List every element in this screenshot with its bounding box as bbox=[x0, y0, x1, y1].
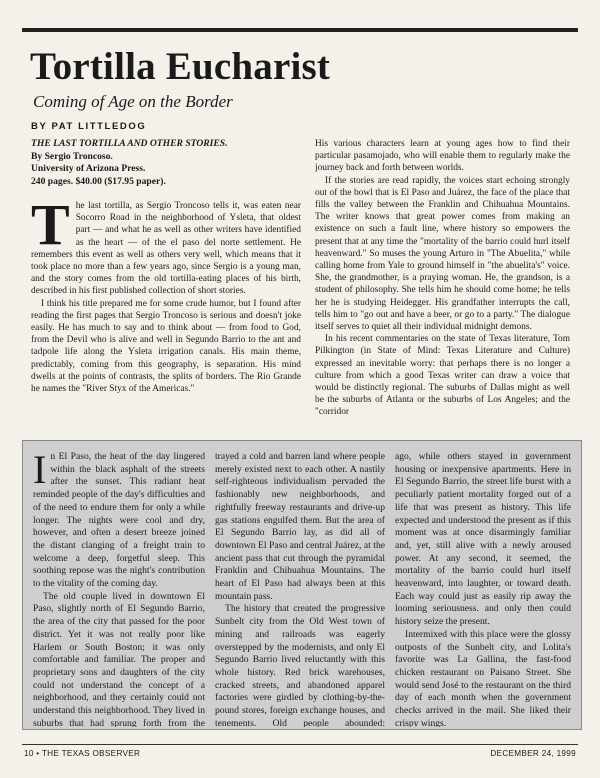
article-paragraph: The last tortilla, as Sergio Troncoso tells it, was eaten near Socorro Road in the neighborhood of Ysleta, that oldest part — and what he as well as other writers have identified as the heart — of the el paso del norte settlement. He remembers this event as well as others very well, which means that it took place no more than a few years ago, since Sergio is a young man, and the story comes from the old tortilla-eating places of his birth, described in his first published collection of short stories. bbox=[31, 200, 301, 297]
book-details: 240 pages. $40.00 ($17.95 paper). bbox=[31, 175, 166, 187]
sidebar-drop-cap: I bbox=[33, 451, 47, 492]
article-paragraph: In his recent commentaries on the state of Texas literature, Tom Pilkington (in State of Mind: Texas Literature and Culture) expressed an inevitable worry: that perhaps there is no longer a culture from which a good Texas writer can draw a voice that would be distinctly regional. The suburbs of Dallas might as well be the suburbs of Atlanta or the suburbs of Los Angeles; and the "corridor bbox=[315, 334, 570, 418]
book-title: THE LAST TORTILLA AND OTHER STORIES. bbox=[31, 138, 228, 149]
article-paragraph: His various characters learn at young ages how to find their particular pasamojado, who will enable them to regularly make the journey back and forth between worlds. bbox=[315, 139, 570, 174]
drop-cap: T bbox=[31, 200, 70, 257]
top-rule bbox=[22, 28, 578, 32]
sidebar-column-2 bbox=[215, 451, 385, 727]
sidebar-paragraph: The history that created the progressive Sunbelt city from the Old West town of mining and railroads was eagerly overstepped by the modernists, and only El Segundo Barrio lived reluctantly with this whole history. Red brick warehouses, cracked streets, and abandoned apparel factories were girdled by clothing-by-the-pound stores, foreign exchange houses, and tenements. Old people abounded: bbox=[215, 603, 385, 727]
article-paragraph: If the stories are read rapidly, the voices start echoing strongly out of the bowl that is El Paso and Juárez, the face of the place that fills the valley between the Franklin and Chihuahua Mountains. The writer knows that great power comes from making an existence on such a fault line, where history so empowers the present that at any time the "mortality of the barrio could hurl itself heavenward." So muses the young Arturo in "The Abuelita," while calling home from Yale to ground himself in "the abuelita's" voice. She, the grandmother, is a praying woman. He, the grandson, is a student of philosophy. She tells him he should come home; he tells her he is studying Heidegger. His grandfather interrupts the call, tells him to "go out and have a beer, or go to a party." The dialogue itself serves to quiet all their individual midnight demons. bbox=[315, 175, 570, 333]
sidebar-paragraph: trayed a cold and barren land where people merely existed next to each other. A nastily self-righteous individualism pervaded the fashionably new neighborhoods, and rightfully freeway restaurants and drive-up gas stations engulfed them. But the area of El Segundo Barrio lay, as did all of downtown El Paso and central Juárez, at the ancient pass that cut through the pyramidal Franklin and Chihuahua Mountains. The heart of El Paso had always been at this mountain pass. bbox=[215, 451, 385, 602]
article-column-left bbox=[31, 200, 301, 426]
article-subtitle: Coming of Age on the Border bbox=[33, 92, 233, 111]
sidebar-column-1 bbox=[33, 451, 205, 727]
article-column-right bbox=[315, 138, 570, 428]
sidebar-paragraph: ago, while others stayed in government housing or inexpensive apartments. Here in El Segundo Barrio, the street life burst with a peculiarly patient mortality forged out of a life that was present as history. This life expected and understood the present as if this moment was at once disarmingly familiar and, yet, still alive with a newly aroused power. At any second, it seemed, the mortality of the barrio could hurl itself heavenward, into laughter, or toward death. Each way could just as easily rip away the looming seriousness. and only then could history seize the present. bbox=[395, 451, 571, 628]
excerpt-sidebar bbox=[22, 440, 582, 730]
article-title: Tortilla Eucharist bbox=[30, 45, 331, 88]
footer-page-publication: 10 • THE TEXAS OBSERVER bbox=[24, 749, 141, 758]
article-byline: BY PAT LITTLEDOG bbox=[31, 121, 147, 132]
book-info bbox=[31, 138, 301, 188]
footer-date: DECEMBER 24, 1999 bbox=[490, 749, 576, 758]
article-paragraph: I think his title prepared me for some crude humor, but I found after reading the first pages that Sergio Troncoso is serious and doesn't joke easily. He has much to say and to think about — from food to God, from the Devil who is alive and well in Segundo Barrio to the ant and tadpole life along the Ysleta irrigation canals. His main theme, predictably, coming from this geography, is separation. His mind dwells at the points of contrasts, the splits of borders. The Rio Grande he names the "River Styx of the Americas." bbox=[31, 298, 301, 395]
sidebar-paragraph: The old couple lived in downtown El Paso, slightly north of El Segundo Barrio, the area of the city that passed for the poor district. Yet it was not really poor like Harlem or South Boston; it was only comfortable and familiar. The proper and proprietary sons and daughters of the city could not understand the concept of a neighborhood, and they certainly could not understand this neighborhood. They lived in suburbs that had sprung forth from the bbox=[33, 590, 205, 727]
sidebar-paragraph: Intermixed with this place were the glossy outposts of the Sunbelt city, and Lolita's favorite was La Gallina, the fast-food chicken restaurant on Paisano Street. She would send José to the restaurant on the third day of each month when the government checks arrived in the mail. She liked their crispy wings. bbox=[395, 628, 571, 727]
footer-rule bbox=[22, 744, 578, 745]
book-publisher: University of Arizona Press. bbox=[31, 163, 146, 174]
sidebar-column-3 bbox=[395, 451, 571, 727]
sidebar-paragraph: In El Paso, the heat of the day lingered within the black asphalt of the streets after the sunset. This radiant heat reminded people of the day's difficulties and of the need to endure them for only a while longer. The nights were cool and dry, however, and often a desert breeze joined the distant clanging of a freight train to welcome a deep, forgetful sleep. This soothing repose was the night's contribution to the vitality of the coming day. bbox=[33, 451, 205, 590]
book-author: By Sergio Troncoso. bbox=[31, 150, 113, 162]
